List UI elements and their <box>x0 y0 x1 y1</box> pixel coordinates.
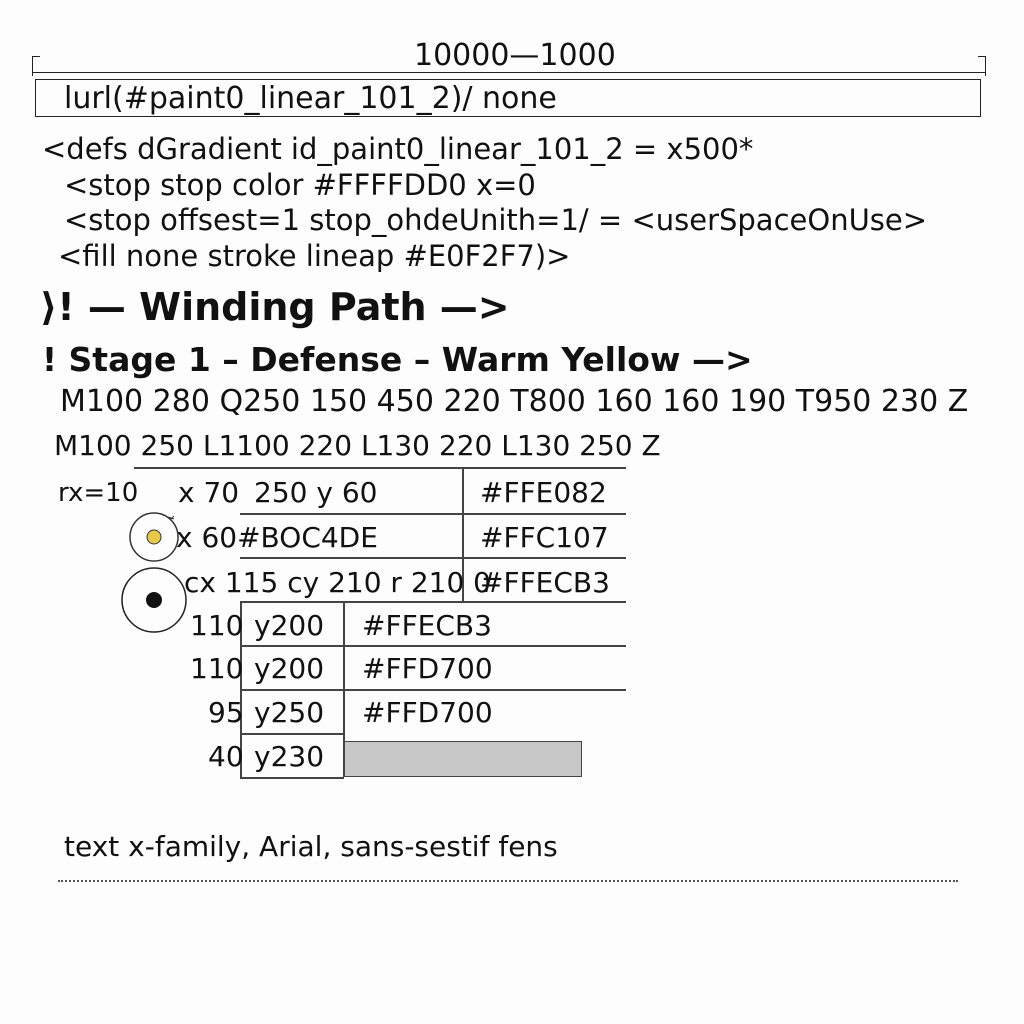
target-circle-icon <box>122 568 186 632</box>
table-cell-left: x 60#BOC4DE <box>176 521 378 554</box>
winding-path-heading: ⟩! — Winding Path —> <box>40 285 510 329</box>
table-cell-mid: y200 <box>254 652 325 685</box>
small-yellow-circle-icon <box>130 513 178 561</box>
table-cell-left: 40 <box>208 740 244 773</box>
url-field-value: lurl(#paint0_linear_101_2)/ none <box>64 81 557 116</box>
footer-text: text x-family, Arial, sans-sestif fens <box>64 830 558 863</box>
code-line-stop-color: <stop stop color #FFFFDD0 x=0 <box>64 168 536 202</box>
table-cell-color: #FFECB3 <box>362 609 492 642</box>
dimension-label: 10000—1000 <box>414 38 616 73</box>
table-cell-left: 110 <box>190 652 244 685</box>
table-cell-color: #FFE082 <box>480 476 607 509</box>
table-cell-mid: y200 <box>254 609 325 642</box>
table-cell-mid: y250 <box>254 696 325 729</box>
table-cell-left: cx 115 cy 210 r 210 0 <box>184 566 491 599</box>
code-line-defs: <defs dGradient id_paint0_linear_101_2 = x500* <box>42 132 754 166</box>
code-line-fill: <fill none stroke lineap #E0F2F7)> <box>58 239 571 273</box>
path-line-2: M100 250 L1100 220 L130 220 L130 250 Z <box>54 429 661 462</box>
rx-label: rx=10 <box>58 478 139 508</box>
table-cell-left: x 70 <box>178 476 240 509</box>
table-cell-color: #FFECB3 <box>480 566 610 599</box>
path-line-1: M100 280 Q250 150 450 220 T800 160 160 190 T950 230 Z <box>60 384 969 419</box>
code-line-stop-offset: <stop offsest=1 stop_ohdeUnith=1/ = <userSpaceOnUse> <box>64 203 928 237</box>
table-cell-mid: y230 <box>254 740 325 773</box>
table-cell-mid: 250 y 60 <box>254 476 378 509</box>
stage-heading: ! Stage 1 – Defense – Warm Yellow —> <box>42 340 753 379</box>
table-cell-color: #FFD700 <box>362 652 493 685</box>
table-cell-left: 95 <box>208 696 244 729</box>
table-cell-color: #FFD700 <box>362 696 493 729</box>
table-cell-color: #FFC107 <box>480 521 609 554</box>
dotted-divider <box>58 880 958 882</box>
table-cell-left: 110 <box>190 609 244 642</box>
